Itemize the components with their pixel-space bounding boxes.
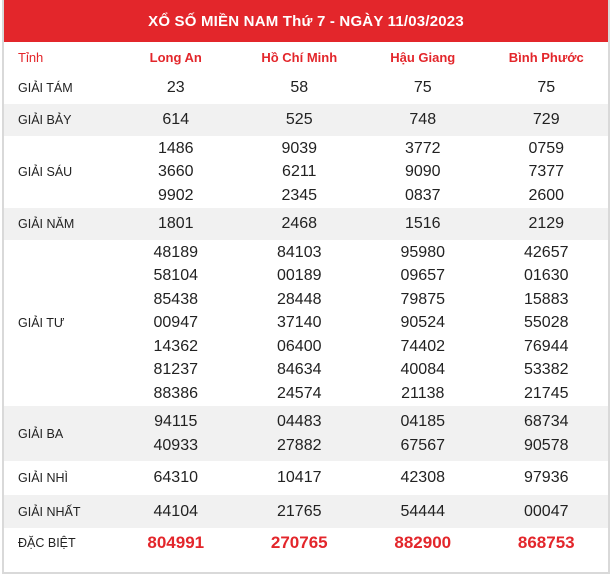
prize-row (4, 72, 608, 104)
prize-cell (238, 495, 362, 528)
prize-number: 748 (409, 111, 437, 129)
prize-cell (114, 461, 238, 495)
prize-row (4, 208, 608, 240)
prize-number: 21745 (524, 384, 569, 402)
prize-number: 97936 (524, 469, 569, 487)
prize-cell (361, 461, 485, 495)
prize-number: 09657 (400, 267, 445, 285)
prize-cell (114, 208, 238, 240)
prize-number: 0837 (404, 186, 441, 204)
prize-number: 04185 (400, 413, 445, 430)
prize-number: 84634 (277, 361, 322, 379)
prize-number: 67567 (400, 436, 445, 454)
prize-number: 9090 (404, 163, 441, 181)
prize-number: 48189 (153, 243, 198, 261)
prize-cell (114, 495, 238, 528)
prize-number: 55028 (524, 314, 569, 332)
prize-row (4, 495, 608, 528)
prize-cell (361, 136, 485, 208)
prize-number: 9902 (157, 186, 194, 204)
prize-cell (238, 72, 362, 104)
prize-number: 525 (285, 111, 313, 129)
prize-label: ĐẶC BIỆT (18, 536, 76, 550)
prize-cell (361, 528, 485, 558)
prize-label: GIẢI TÁM (18, 81, 73, 95)
prize-number: 28448 (277, 290, 322, 308)
prize-number: 1516 (404, 215, 441, 233)
prize-cell (485, 495, 609, 528)
prize-number: 75 (413, 79, 432, 97)
province-binh-phuoc: Bình Phước (508, 49, 584, 65)
prize-label: GIẢI BA (4, 406, 114, 461)
prize-cell (485, 72, 609, 104)
prize-number: 75 (537, 79, 556, 97)
prize-cell (238, 104, 362, 136)
prize-label: GIẢI SÁU (18, 165, 73, 179)
prize-number: 729 (532, 111, 560, 129)
prize-cell (485, 461, 609, 495)
prize-number: 90524 (400, 314, 445, 332)
prize-label: GIẢI NHẤT (4, 495, 114, 528)
prize-row (4, 528, 608, 558)
prize-number: 2129 (528, 215, 565, 233)
prize-cell (114, 406, 238, 461)
prize-number: 21138 (401, 384, 445, 402)
prize-number: 06400 (277, 337, 322, 355)
prize-number: 68734 (524, 413, 569, 430)
prize-cell (238, 461, 362, 495)
prize-cell (238, 406, 362, 461)
prize-number: 2600 (528, 186, 565, 204)
prize-number: 88386 (153, 384, 198, 402)
results-table (4, 42, 608, 558)
prize-cell (485, 104, 609, 136)
prize-number: 2468 (281, 215, 318, 233)
prize-number: 42657 (524, 243, 569, 261)
prize-cell (238, 136, 362, 208)
prize-number: 58 (290, 79, 309, 97)
province-long-an: Long An (149, 49, 202, 65)
prize-number: 24574 (277, 384, 322, 402)
prize-number: 00047 (524, 502, 569, 520)
prize-cell (485, 406, 609, 461)
header-row (4, 42, 608, 72)
prize-number: 3660 (157, 163, 194, 181)
prize-label: GIẢI TƯ (18, 316, 65, 330)
prize-number: 6211 (282, 163, 317, 181)
prize-cell (238, 208, 362, 240)
province-column-label: Tỉnh (18, 49, 44, 65)
prize-label: GIẢI NHÌ (18, 471, 69, 485)
prize-cell (485, 208, 609, 240)
prize-number: 868753 (517, 533, 575, 553)
prize-number: 00189 (277, 267, 322, 285)
prize-row (4, 136, 608, 208)
prize-row (4, 406, 608, 461)
prize-number: 40933 (153, 436, 198, 454)
page-title: XỔ SỐ MIỀN NAM Thứ 7 - NGÀY 11/03/2023 (4, 0, 608, 42)
prize-cell (114, 240, 238, 406)
prize-row (4, 240, 608, 406)
prize-number: 76944 (524, 337, 569, 355)
prize-number: 44104 (153, 502, 198, 520)
prize-cell (361, 72, 485, 104)
prize-number: 53382 (524, 361, 569, 379)
prize-cell (361, 104, 485, 136)
prize-cell (485, 528, 609, 558)
prize-number: 94115 (154, 413, 198, 430)
prize-number: 42308 (400, 469, 445, 487)
prize-number: 23 (166, 79, 185, 97)
prize-cell (114, 528, 238, 558)
prize-number: 79875 (400, 290, 445, 308)
prize-row (4, 104, 608, 136)
prize-number: 614 (162, 111, 190, 129)
prize-number: 37140 (277, 314, 322, 332)
prize-number: 01630 (524, 267, 569, 285)
prize-number: 10417 (277, 469, 322, 487)
prize-number: 00947 (153, 314, 198, 332)
prize-number: 40084 (400, 361, 445, 379)
prize-number: 54444 (400, 502, 445, 520)
prize-cell (114, 104, 238, 136)
prize-cell (485, 240, 609, 406)
prize-cell (238, 240, 362, 406)
prize-number: 74402 (400, 337, 445, 355)
prize-number: 21765 (277, 502, 322, 520)
prize-number: 90578 (524, 436, 569, 454)
results-panel (2, 0, 610, 574)
prize-number: 14362 (153, 337, 198, 355)
prize-number: 882900 (394, 533, 452, 553)
prize-number: 0759 (528, 139, 565, 157)
prize-number: 85438 (153, 290, 198, 308)
prize-number: 84103 (277, 243, 322, 261)
prize-number: 81237 (153, 361, 198, 379)
prize-number: 58104 (153, 267, 198, 285)
prize-number: 1486 (157, 139, 194, 157)
prize-number: 3772 (404, 139, 441, 157)
prize-label: GIẢI NĂM (4, 208, 114, 240)
prize-cell (361, 240, 485, 406)
prize-cell (238, 528, 362, 558)
prize-number: 04483 (277, 413, 322, 430)
prize-number: 15883 (524, 290, 569, 308)
prize-cell (361, 406, 485, 461)
prize-label: GIẢI BẢY (4, 104, 114, 136)
prize-number: 1801 (157, 215, 194, 233)
prize-number: 95980 (400, 243, 445, 261)
prize-cell (114, 72, 238, 104)
prize-cell (361, 208, 485, 240)
prize-row (4, 461, 608, 495)
prize-cell (361, 495, 485, 528)
prize-number: 804991 (147, 533, 205, 553)
prize-number: 7377 (528, 163, 565, 181)
province-hau-giang: Hậu Giang (390, 49, 456, 65)
prize-number: 27882 (277, 436, 322, 454)
prize-number: 270765 (270, 533, 328, 553)
prize-number: 9039 (281, 139, 318, 157)
prize-cell (114, 136, 238, 208)
province-ho-chi-minh: Hồ Chí Minh (261, 49, 338, 65)
prize-number: 2345 (281, 186, 318, 204)
prize-number: 64310 (153, 469, 198, 487)
prize-cell (485, 136, 609, 208)
